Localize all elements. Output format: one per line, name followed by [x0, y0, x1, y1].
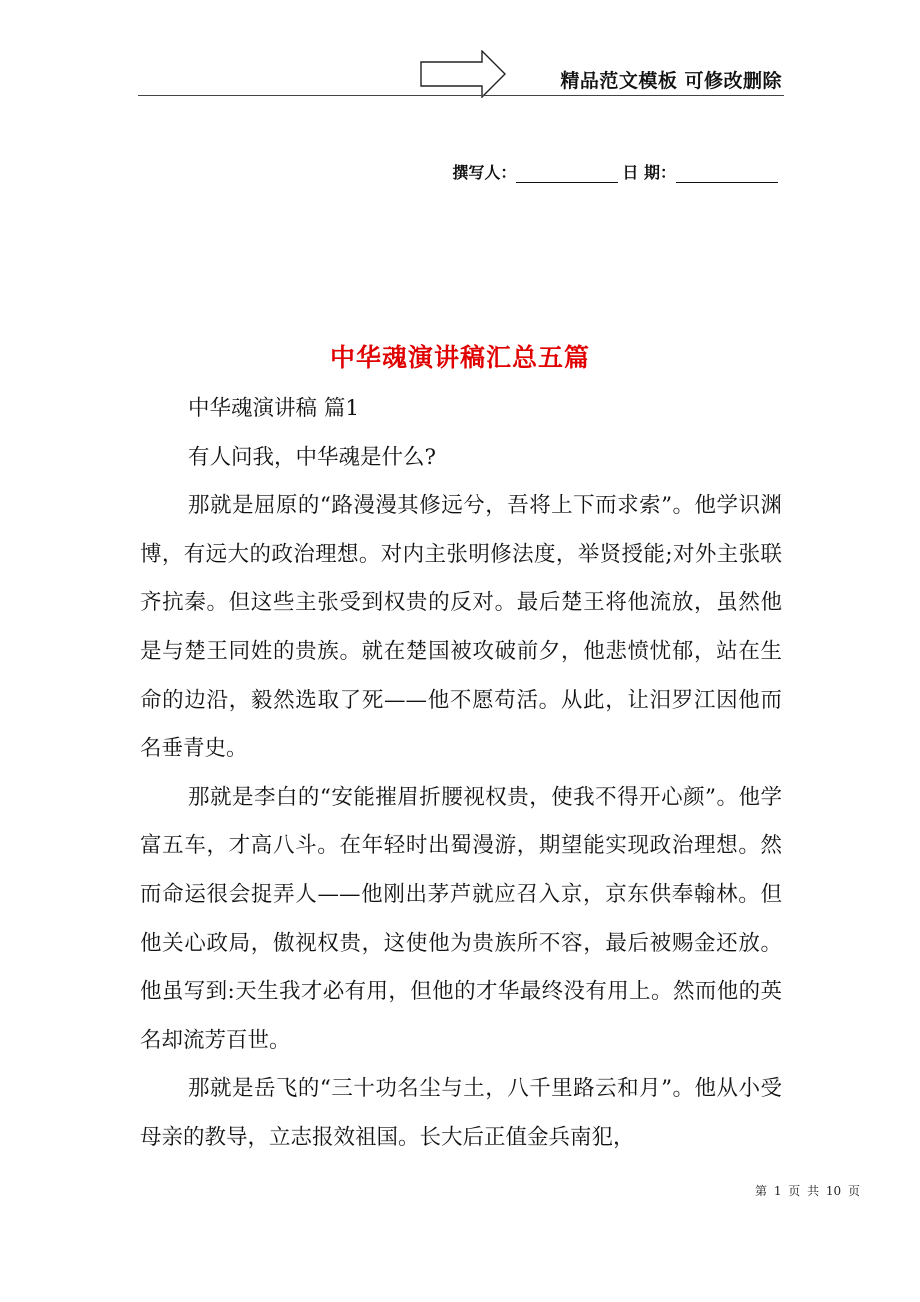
writer-blank: [516, 164, 618, 183]
page-number-footer: 第 1 页 共 10 页: [755, 1184, 860, 1198]
date-blank: [676, 164, 778, 183]
writer-label: 撰写人：: [452, 163, 517, 182]
date-label: 日 期：: [622, 163, 676, 182]
body-paragraph: 那就是岳飞的“三十功名尘与土，八千里路云和月”。他从小受母亲的教导，立志报效祖国。长大后正值金兵南犯，: [140, 1076, 782, 1150]
document-title: 中华魂演讲稿汇总五篇: [329, 343, 590, 372]
author-date-line: [452, 160, 782, 183]
body-paragraph: 那就是李白的“安能摧眉折腰视权贵，使我不得开心颜”。他学富五车，才高八斗。在年轻时出蜀漫游，期望能实现政治理想。然而命运很会捉弄人——他刚出茅芦就应召入京，京东供奉翰林。但他关心政局，傲视权贵，这使他为贵族所不容，最后被赐金还放。他虽写到:天生我才必有用，但他的才华最终没有用上。然而他的英名却流芳百世。: [140, 784, 782, 1053]
body-paragraph: 那就是屈原的“路漫漫其修远兮，吾将上下而求索”。他学识渊博，有远大的政治理想。对内主张明修法度，举贤授能;对外主张联齐抗秦。但这些主张受到权贵的反对。最后楚王将他流放，虽然他是与楚王同姓的贵族。就在楚国被攻破前夕，他悲愤忧郁，站在生命的边沿，毅然选取了死——他不愿苟活。从此，让汨罗江因他而名垂青史。: [140, 493, 782, 762]
body-paragraph: 有人问我，中华魂是什么?: [188, 444, 437, 470]
header-divider: [138, 95, 784, 96]
section-heading: 中华魂演讲稿 篇1: [188, 396, 360, 421]
template-header-label: 精品范文模板 可修改删除: [560, 70, 782, 92]
document-body: [140, 385, 782, 1163]
right-arrow-outline-icon: [420, 50, 506, 98]
